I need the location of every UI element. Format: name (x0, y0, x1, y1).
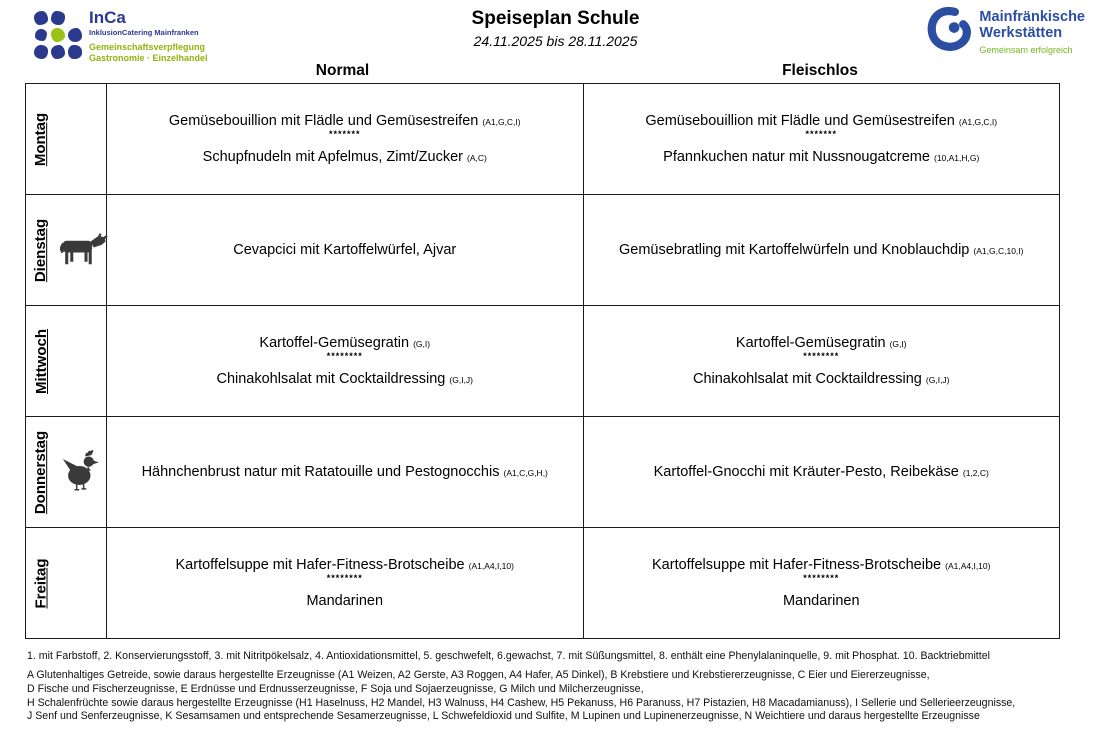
allergen-legend-line3: H Schalenfrüchte sowie daraus hergestellte Erzeugnisse (H1 Haselnuss, H2 Mandel, H3 Walnuss, H4 Cashew, H5 Pekanuss, H6 Paranuss, H7 Pistazien, H8 Macadamianuss), I Sellerie und Sellerieerzeugnisse, (27, 696, 1016, 709)
meal-text: Schupfnudeln mit Apfelmus, Zimt/Zucker (202, 149, 463, 165)
allergen-legend-line2: D Fische und Fischerzeugnisse, E Erdnüsse und Erdnusserzeugnisse, F Soja und Sojaerzeugnisse, G Milch und Milcherzeugnisse, (27, 682, 644, 695)
allergen-codes: (A,C) (467, 153, 487, 163)
allergen-codes: (A1,C,G,H,) (503, 467, 548, 478)
page-header (0, 0, 1111, 64)
allergen-codes: (G,I) (413, 338, 431, 349)
meal-text: Gemüsebouillion mit Flädle und Gemüsestreifen (645, 112, 955, 129)
inca-logo-icon (34, 11, 82, 59)
column-header-normal: Normal (315, 62, 370, 79)
meal-text: Kartoffelsuppe mit Hafer-Fitness-Brotscheibe (175, 556, 465, 573)
meal-mittwoch-fleischlos (583, 306, 1060, 417)
allergen-codes: (1,2,C) (962, 467, 989, 478)
allergen-codes: (G,I,J) (449, 375, 474, 385)
meal-text: Kartoffelsuppe mit Hafer-Fitness-Brotscheibe (652, 556, 942, 573)
day-label-mittwoch: Mittwoch (32, 328, 50, 394)
allergen-legend-line4: J Senf und Senferzeugnisse, K Sesamsamen und entsprechende Sesamerzeugnisse, L Schwefeldioxid und Sulfite, M Lupinen und Lupinenerzeugnisse, N Weichtiere und daraus hergestellte Erzeugnisse (27, 710, 980, 723)
meal-mittwoch-normal (107, 306, 584, 417)
table-row-dienstag (26, 195, 1060, 306)
meal-separator: ******** (326, 573, 363, 583)
day-label-montag: Montag (32, 112, 50, 166)
meal-text: Kartoffel-Gnocchi mit Kräuter-Pesto, Reibekäse (653, 463, 959, 480)
meal-text: Mandarinen (306, 593, 384, 609)
inca-logo (34, 9, 208, 64)
meal-text: Cevapcici mit Kartoffelwürfel, Ajvar (233, 241, 457, 258)
mfw-logo-name1: Mainfränkische (979, 9, 1085, 26)
day-label-donnerstag: Donnerstag (32, 430, 50, 514)
meal-freitag-fleischlos (583, 528, 1060, 639)
mfw-logo-name2: Werkstätten (979, 25, 1063, 41)
allergen-codes: (A1,G,C,I) (482, 116, 521, 127)
allergen-codes: (A1,A4,I,10) (468, 560, 514, 571)
inca-logo-line2: Gemeinschaftsverpflegung (89, 41, 206, 52)
column-header-fleischlos: Fleischlos (782, 62, 858, 79)
chicken-icon (56, 450, 106, 494)
additives-legend: 1. mit Farbstoff, 2. Konservierungsstoff, 3. mit Nitritpökelsalz, 4. Antioxidationsmittel, 5. geschwefelt, 6.gewachst, 7. mit Süßungsmittel, 8. enthält eine Phenylalaninquelle, 9. mit Phosphat. 10. Backtriebmittel (27, 650, 990, 662)
allergen-codes: (A1,G,C,I) (958, 116, 998, 127)
inca-logo-line3: Gastronomie · Einzelhandel (89, 53, 208, 64)
table-row-montag (26, 84, 1060, 195)
cow-icon (56, 230, 108, 270)
meal-donnerstag-normal (107, 417, 584, 528)
meal-text: Kartoffel-Gemüsegratin (259, 334, 410, 351)
inca-logo-name: InCa (89, 8, 126, 27)
legend-footer (27, 650, 1099, 724)
page-title: Speiseplan Schule (471, 8, 640, 29)
allergen-codes: (G,I) (889, 338, 907, 349)
meal-separator: ******** (326, 351, 363, 361)
allergen-legend-line1: A Glutenhaltiges Getreide, sowie daraus hergestellte Erzeugnisse (A1 Weizen, A2 Gerste, A3 Roggen, A4 Hafer, A5 Dinkel), B Krebstiere und Krebstiererzeugnisse, C Eier und Eiererzeugnisse, (27, 669, 930, 681)
meal-text: Gemüsebouillion mit Flädle und Gemüsestreifen (168, 112, 479, 129)
allergen-codes: (A1,A4,I,10) (945, 560, 991, 571)
meal-text: Chinakohlsalat mit Cocktaildressing (692, 371, 922, 387)
allergen-codes: (A1,G,C,10,I) (973, 245, 1024, 256)
meal-separator: ******** (803, 351, 840, 361)
meal-text: Mandarinen (782, 593, 860, 609)
table-row-donnerstag (26, 417, 1060, 528)
meal-montag-normal (107, 84, 584, 195)
meal-text: Gemüsebratling mit Kartoffelwürfeln und Knoblauchdip (619, 241, 970, 258)
table-row-freitag (26, 528, 1060, 639)
meal-text: Pfannkuchen natur mit Nussnougatcreme (663, 149, 930, 165)
allergen-codes: (10,A1,H,G) (933, 153, 980, 163)
meal-separator: ******** (803, 573, 840, 583)
mfw-logo (927, 7, 1085, 58)
table-row-mittwoch (26, 306, 1060, 417)
meal-separator: ******* (328, 129, 361, 139)
meal-text: Kartoffel-Gemüsegratin (735, 334, 886, 351)
column-headers (25, 62, 1060, 80)
meal-dienstag-fleischlos (583, 195, 1060, 306)
meal-dienstag-normal (107, 195, 584, 306)
meal-montag-fleischlos (583, 84, 1060, 195)
meal-plan-table (25, 83, 1060, 639)
inca-logo-subtitle: InklusionCatering Mainfranken (89, 27, 199, 37)
meal-text: Hähnchenbrust natur mit Ratatouille und Pestognocchis (141, 463, 500, 480)
meal-separator: ******* (805, 129, 838, 139)
day-label-dienstag: Dienstag (32, 218, 50, 282)
date-range: 24.11.2025 bis 28.11.2025 (473, 33, 638, 49)
meal-freitag-normal (107, 528, 584, 639)
mfw-logo-tagline: Gemeinsam erfolgreich (979, 44, 1073, 55)
meal-text: Chinakohlsalat mit Cocktaildressing (216, 371, 446, 387)
allergen-codes: (G,I,J) (925, 375, 950, 385)
day-label-freitag: Freitag (32, 557, 50, 609)
mfw-logo-icon (927, 7, 973, 58)
meal-donnerstag-fleischlos (583, 417, 1060, 528)
